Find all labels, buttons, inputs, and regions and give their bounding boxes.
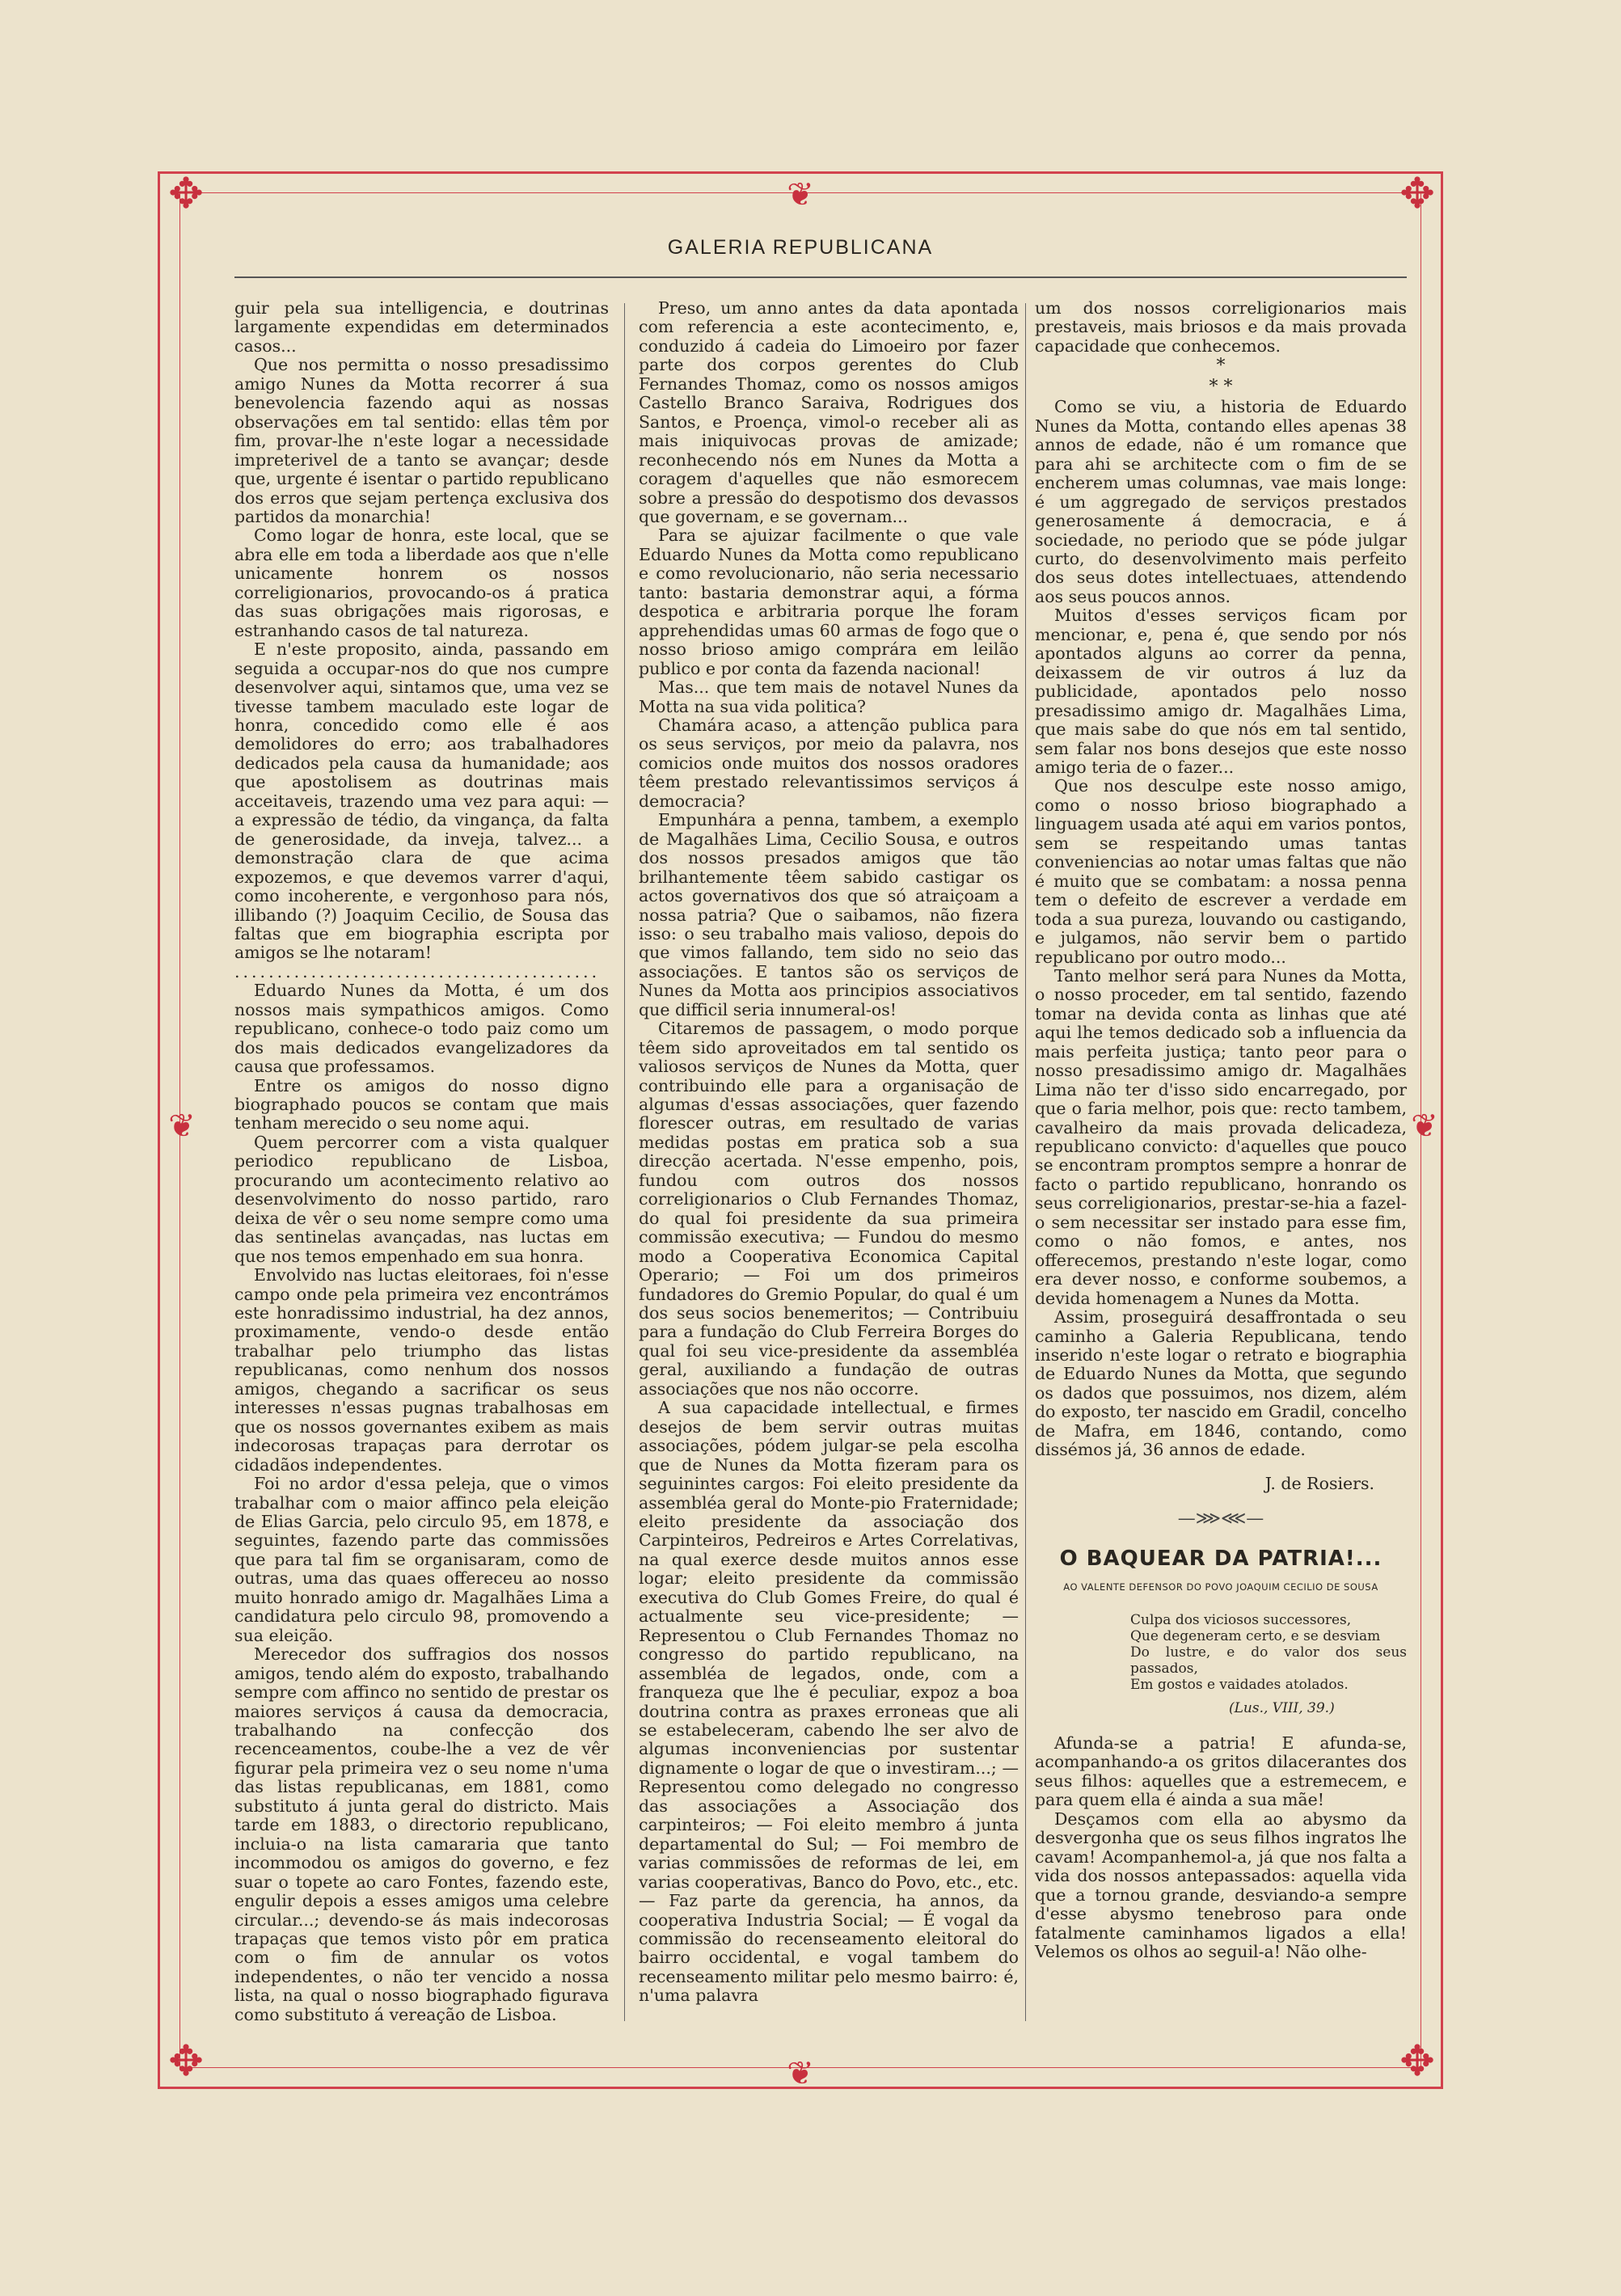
paragraph: Muitos d'esses serviços ficam por mencionar, e, pena é, que sendo por nós apontados alguns ao correr da penna, deixassem de vir outros á luz da publicidade, apontados pelo nosso presadissimo amigo dr. Magalhães Lima, que mais sabe do que nós em tal sentido, sem falar nos bons desejos que este nosso amigo teria de o fazer... bbox=[1035, 606, 1407, 777]
epigraph bbox=[1130, 1612, 1407, 1693]
paragraph: Afunda-se a patria! E afunda-se, acompanhando-a os gritos dilacerantes dos seus filhos: aquelles que a estremecem, e para quem ella é ainda a sua mãe! bbox=[1035, 1733, 1407, 1810]
epigraph-line: Do lustre, e do valor dos seus passados, bbox=[1130, 1644, 1407, 1677]
author-signature: J. de Rosiers. bbox=[1264, 1473, 1374, 1493]
paragraph: Como logar de honra, este local, que se abra elle em toda a liberdade aos que n'elle unicamente honrem os nossos correligionarios, provocando-os á pratica das suas obrigações mais rigorosas, e estranhando casos de tal natureza. bbox=[234, 525, 609, 640]
paragraph: Envolvido nas luctas eleitoraes, foi n'esse campo onde pela primeira vez encontrámos este honradissimo industrial, ha dez annos, proximamente, vendo-o desde então trabalhar pelo triumpho das listas republicanas, como nenhum dos nossos amigos, chegando a sacrificar os seus interesses n'essas pugnas trabalhosas em que os nossos governantes exibem as mais indecorosas trapaças para derrotar os cidadãos independentes. bbox=[234, 1265, 609, 1475]
paragraph: Foi no ardor d'essa peleja, que o vimos trabalhar com o maior affinco pela eleição de Elias Garcia, pelo circulo 95, em 1878, e seguintes, fazendo parte das commissões que para tal fim se organisaram, como de outras, uma das quaes offereceu ao nosso muito honrado amigo dr. Magalhães Lima a candidatura pelo circulo 98, promovendo a sua eleição. bbox=[234, 1474, 609, 1645]
text-column-1 bbox=[234, 299, 609, 2024]
epigraph-line: Em gostos e vaidades atolados. bbox=[1130, 1676, 1349, 1693]
right-side-ornament-icon: ❦ bbox=[1411, 1108, 1438, 1145]
header-divider bbox=[234, 276, 1407, 278]
section-heading: O BAQUEAR DA PATRIA!... bbox=[1059, 1546, 1382, 1571]
left-side-ornament-icon: ❦ bbox=[168, 1108, 196, 1145]
paragraph: Assim, proseguirá desaffrontada o seu caminho a Galeria Republicana, tendo inserido n'este logar o retrato e biographia de Eduardo Nunes da Motta, que segundo os dados que possuimos, nos dizem, além do exposto, ter nascido em Gradil, concelho de Mafra, em 1846, contando, como dissémos já, 36 annos de edade. bbox=[1035, 1307, 1407, 1460]
paragraph: Como se viu, a historia de Eduardo Nunes da Motta, contando elles apenas 38 annos de edade, não é um romance que para ahi se architecte com o fim de se encherem umas columnas, vae mais longe: é um aggregado de serviços prestados generosamente á democracia, e á sociedade, no periodo que se póde julgar curto, do desenvolvimento mais perfeito dos seus dotes intellectuaes, attendendo aos seus poucos annos. bbox=[1035, 397, 1407, 606]
dedication-line: AO VALENTE DEFENSOR DO POVO JOAQUIM CECILIO DE SOUSA bbox=[1063, 1581, 1378, 1593]
paragraph: Para se ajuizar facilmente o que vale Eduardo Nunes da Motta como republicano e como revolucionario, não seria necessario tanto: bastaria demonstrar aqui, a fórma despotica e arbitraria porque lhe foram apprehendidas umas 60 armas de fogo que o nosso brioso amigo comprára em leilão publico e por conta da fazenda nacional! bbox=[639, 525, 1019, 678]
epigraph-line: Culpa dos viciosos successores, bbox=[1130, 1611, 1352, 1628]
paragraph: Merecedor dos suffragios dos nossos amigos, tendo além do exposto, trabalhando sempre com affinco no sentido de prestar os maiores serviços á causa da democracia, trabalhando na confecção dos recenceamentos, coube-lhe a vez de vêr figurar pela primeira vez o seu nome n'uma das listas republicanas, em 1881, como substituto á junta geral do districto. Mais tarde em 1883, o directorio republicano, incluia-o na lista camararia que tanto incommodou os amigos do governo, e fez suar o topete ao caro Fontes, fazendo este, engulir depois a esses amigos uma celebre circular...; devendo-se ás mais indecorosas trapaças que temos visto pôr em pratica com o fim de annular os votos independentes, o não ter vencido a nossa lista, na qual o nosso biographado figurava como substituto á vereação de Lisboa. bbox=[234, 1644, 609, 2024]
paragraph: Citaremos de passagem, o modo porque têem sido aproveitados em tal sentido os valiosos serviços de Nunes da Motta, quer contribuindo elle para a organisação de algumas d'essas associações, quer fazendo florescer outras, em resultado de varias medidas postas em pratica sob a sua direcção acertada. N'esse empenho, pois, fundou com outros dos nossos correligionarios o Club Fernandes Thomaz, do qual foi presidente da sua primeira commissão executiva; — Fundou do mesmo modo a Cooperativa Economica Capital Operario; — Foi um dos primeiros fundadores do Gremio Popular, do qual é um dos seus socios benemeritos; — Contribuiu para a fundação do Club Ferreira Borges do qual foi seu vice-presidente da assembléa geral, auxiliando a fundação de outras associações que nos não occorre. bbox=[639, 1019, 1019, 1399]
text-column-2 bbox=[639, 299, 1019, 2006]
corner-ornament-icon: ✥ bbox=[168, 2037, 204, 2086]
text-column-3 bbox=[1035, 299, 1407, 1961]
column-divider bbox=[624, 303, 625, 2021]
asterism-separator: * * * bbox=[1209, 356, 1233, 398]
paragraph: Tanto melhor será para Nunes da Motta, o nosso proceder, em tal sentido, fazendo tomar na devida conta as linhas que até aqui lhe temos dedicado sob a influencia da mais perfeita justiça; tanto peor para o nosso presadissimo amigo dr. Magalhães Lima não ter d'isso sido encarregado, por que o faria melhor, pois que: recto tambem, cavalheiro da mais provada delicadeza, republicano convicto: d'aquelles que pouco se encontram promptos sempre a honrar de facto o partido republicano, honrando os seus correligionarios, prestar-se-hia a fazel-o sem necessitar ser instado para esse fim, como o não fomos, e antes, nos offerecemos, prestando n'este logar, como era dever nosso, e conforme soubemos, a devida homenagem a Nunes da Motta. bbox=[1035, 965, 1407, 1308]
paragraph: Mas... que tem mais de notavel Nunes da Motta na sua vida politica? bbox=[639, 677, 1019, 716]
top-center-ornament-icon: ❦ bbox=[787, 176, 814, 213]
dotted-separator: ........................................... bbox=[234, 961, 601, 981]
paragraph: Empunhára a penna, tambem, a exemplo de Magalhães Lima, Cecilio Sousa, e outros dos nossos presados amigos que tão brilhantemente têem sabido castigar os actos governativos dos que só atraiçoam a nossa patria? Que o saibamos, não fizera isso: o seu trabalho mais valioso, depois do que vimos fallando, tem sido no seio das associações. E tantos são os serviços de Nunes da Motta aos principios associativos que difficil seria innumeral-os! bbox=[639, 810, 1019, 1019]
paragraph: Quem percorrer com a vista qualquer periodico republicano de Lisboa, procurando um acontecimento relativo ao desenvolvimento do nosso partido, raro deixa de vêr o seu nome sempre como uma das sentinelas avançadas, nas luctas em que nos temos empenhado em sua honra. bbox=[234, 1132, 609, 1266]
corner-ornament-icon: ✥ bbox=[1399, 170, 1435, 218]
bottom-center-ornament-icon: ❦ bbox=[787, 2055, 814, 2092]
flourish-divider: —⋙⋘— bbox=[1177, 1509, 1264, 1530]
paragraph: Entre os amigos do nosso digno biographado poucos se contam que mais tenham merecido o seu nome aqui. bbox=[234, 1075, 609, 1133]
paragraph: A sua capacidade intellectual, e firmes desejos de bem servir outras muitas associações, pódem julgar-se pela escolha que de Nunes da Motta fizeram para os seguinintes cargos: Foi eleito presidente da assembléa geral do Monte-pio Fraternidade; eleito presidente da associação dos Carpinteiros, Pedreiros e Artes Correlativas, na qual exerce desde muitos annos esse logar; eleito presidente da commissão executiva do Club Gomes Freire, do qual é actualmente seu vice-presidente; — Representou o Club Fernandes Thomaz no congresso do partido republicano, na assembléa de legados, onde, com a franqueza que lhe é peculiar, expoz a boa doutrina contra as praxes erroneas que ali se estabeleceram, cabendo lhe ser alvo de algumas inconveniencias por sustentar dignamente o logar de que o investiram...; — Representou como delegado no congresso das associações a Associação dos carpinteiros; — Foi eleito membro á junta departamental do Sul; — Foi membro de varias commissões de reformas de lei, em varias cooperativas, Banco do Povo, etc., etc. — Faz parte da gerencia, ha annos, da cooperativa Industria Social; — É vogal da commissão do recenseamento eleitoral do bairro occidental, e vogal tambem do recenseamento militar pelo mesmo bairro: é, n'uma palavra bbox=[639, 1398, 1019, 2006]
paragraph: Eduardo Nunes da Motta, é um dos nossos mais sympathicos amigos. Como republicano, conhece-o todo paiz como um dos mais dedicados evangelizadores da causa que professamos. bbox=[234, 981, 609, 1077]
epigraph-source: (Lus., VIII, 39.) bbox=[1229, 1699, 1335, 1716]
epigraph-line: Que degeneram certo, e se desviam bbox=[1130, 1627, 1381, 1644]
paragraph: Preso, um anno antes da data apontada com referencia a este acontecimento, e, conduzido á cadeia do Limoeiro por fazer parte dos corpos gerentes do Club Fernandes Thomaz, como os nossos amigos Castello Branco Saraiva, Rodrigues dos Santos, e Proença, vimol-o receber ali as mais iniquivocas provas de amizade; reconhecendo nós em Nunes da Motta a coragem d'aquelles que não esmorecem sobre a pressão do despotismo dos devassos que governam, e se governam... bbox=[639, 298, 1019, 526]
paragraph: Que nos desculpe este nosso amigo, como o nosso brioso biographado a linguagem usada até aqui em varios pontos, sem se respeitando umas tantas conveniencias ao notar umas faltas que não é muito que se combatam: a nossa penna tem o defeito de escrever a verdade em toda a sua pureza, louvando ou castigando, e julgamos, não servir bem o partido republicano por outro modo... bbox=[1035, 776, 1407, 967]
paragraph: E n'este proposito, ainda, passando em seguida a occupar-nos do que nos cumpre desenvolver aqui, sintamos que, uma vez se tivesse tambem maculado este logar de honra, concedido como elle é aos demolidores do erro; aos trabalhadores dedicados pela causa da humanidade; aos que apostolisem as doutrinas mais acceitaveis, trazendo uma vez para aqui: — a expressão de tédio, da vingança, da falta de generosidade, da inveja, talvez... a demonstração clara de que acima expozemos, e que devemos varrer d'aqui, como incoherente, e vergonhoso para nós, illibando (?) Joaquim Cecilio, de Sousa das faltas que em biographia escripta por amigos se lhe notaram! bbox=[234, 639, 609, 963]
corner-ornament-icon: ✥ bbox=[1399, 2037, 1435, 2086]
paragraph: guir pela sua intelligencia, e doutrinas largamente expendidas em determinados casos... bbox=[234, 298, 609, 356]
paragraph: Desçamos com ella ao abysmo da desvergonha que os seus filhos ingratos lhe cavam! Acompanhemol-a, já que nos falta a vida dos nossos antepassados: aquella vida que a tornou grande, desviando-a sempre d'esse abysmo tenebroso para onde fatalmente caminhamos ligados a ella! Velemos os olhos ao seguil-a! Não olhe- bbox=[1035, 1809, 1407, 1961]
paragraph: Que nos permitta o nosso presadissimo amigo Nunes da Motta recorrer á sua benevolencia fazendo aqui as nossas observações em tal sentido: ellas têm por fim, provar-lhe n'este logar a necessidade impreterivel de a tanto se avançar; desde que, urgente é isentar o partido republicano dos erros que sejam pertença exclusiva dos partidos da monarchia! bbox=[234, 355, 609, 526]
paragraph: um dos nossos correligionarios mais prestaveis, mais briosos e da mais provada capacidade que conhecemos. bbox=[1035, 298, 1407, 356]
column-divider bbox=[1025, 303, 1026, 2021]
page-title: GALERIA REPUBLICANA bbox=[667, 236, 934, 259]
paragraph: Chamára acaso, a attenção publica para os seus serviços, por meio da palavra, nos comicios onde muitos dos nossos oradores têem prestado relevantissimos serviços á democracia? bbox=[639, 715, 1019, 811]
corner-ornament-icon: ✥ bbox=[168, 170, 204, 218]
